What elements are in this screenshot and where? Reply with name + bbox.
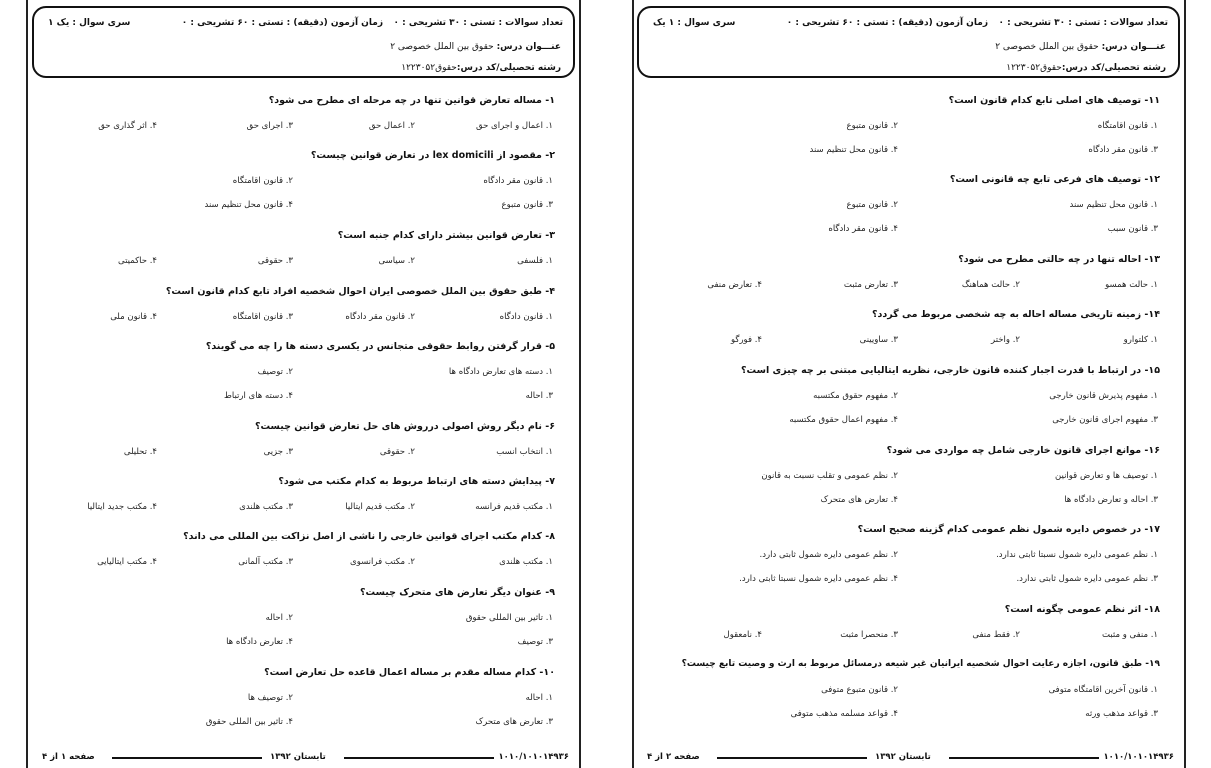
option[interactable]: ۲. نظم عمومی و تقلب نسبت به قانون — [761, 471, 898, 481]
option[interactable]: ۱. تاثیر بین المللی حقوق — [465, 613, 553, 623]
option[interactable]: ۴. نامعقول — [723, 630, 762, 640]
option[interactable]: ۲. اعمال حق — [368, 121, 415, 131]
option[interactable]: ۱. حالت همسو — [1105, 280, 1158, 290]
option[interactable]: ۳. قانون مقر دادگاه — [1088, 145, 1158, 155]
exam-page-1 — [32, 0, 575, 768]
option[interactable]: ۲. قانون متبوع — [846, 200, 898, 210]
option[interactable]: ۱. مکتب قدیم فرانسه — [475, 502, 553, 512]
field-code-value: حقوق۱۲۲۳۰۵۲ — [401, 63, 457, 73]
option[interactable]: ۱. فلسفی — [517, 256, 553, 266]
option[interactable]: ۳. قانون سبب — [1107, 224, 1158, 234]
footer-rule — [112, 757, 262, 759]
exam-term: تابستان ۱۳۹۲ — [875, 752, 931, 762]
question-text: ۷- پیدایش دسته های ارتباط مربوط به کدام مکتب می شود؟ — [278, 476, 555, 487]
option[interactable]: ۱. اعمال و اجرای حق — [476, 121, 553, 131]
exam-code: ۱۰۱۰/۱۰۱۰۱۴۹۳۶ — [498, 752, 569, 762]
option[interactable]: ۳. حقوقی — [257, 256, 293, 266]
option[interactable]: ۴. فورگو — [731, 335, 762, 345]
option[interactable]: ۳. منحصرا مثبت — [840, 630, 898, 640]
course-title-label: عنـــوان درس: — [496, 42, 561, 52]
question-text: ۹- عنوان دیگر تعارض های متحرک چیست؟ — [360, 587, 555, 598]
option[interactable]: ۱. قانون دادگاه — [499, 312, 553, 322]
question-text: ۱۸- اثر نظم عمومی چگونه است؟ — [1004, 604, 1160, 615]
option[interactable]: ۳. جزیی — [263, 447, 293, 457]
option[interactable]: ۲. مکتب فرانسوی — [350, 557, 415, 567]
exam-time: زمان آزمون (دقیقه) : تستی : ۶۰ تشریحی : ۰ — [786, 18, 988, 28]
option[interactable]: ۲. قانون اقامتگاه — [232, 176, 293, 186]
option[interactable]: ۲. احاله — [265, 613, 293, 623]
page-footer — [637, 752, 1180, 764]
question-series: سری سوال : یک ۱ — [48, 18, 131, 28]
option[interactable]: ۱. توصیف ها و تعارض قوانین — [1055, 471, 1158, 481]
option[interactable]: ۲. قانون متبوع متوفی — [821, 685, 898, 695]
option[interactable]: ۴. حاکمیتی — [117, 256, 157, 266]
exam-time: زمان آزمون (دقیقه) : تستی : ۶۰ تشریحی : ۰ — [181, 18, 383, 28]
option[interactable]: ۴. مکتب ایتالیایی — [97, 557, 157, 567]
option[interactable]: ۱. مفهوم پذیرش قانون خارجی — [1049, 391, 1158, 401]
option[interactable]: ۳. توصیف — [517, 637, 553, 647]
option[interactable]: ۴. نظم عمومی دایره شمول نسبتا ثابتی دارد. — [739, 574, 898, 584]
option[interactable]: ۱. نظم عمومی دایره شمول نسبتا ثابتی ندارد. — [996, 550, 1158, 560]
exam-term: تابستان ۱۳۹۲ — [270, 752, 326, 762]
option[interactable]: ۴. قانون مقر دادگاه — [828, 224, 898, 234]
option[interactable]: ۴. تعارض منفی — [707, 280, 762, 290]
option[interactable]: ۲. توصیف ها — [247, 693, 293, 703]
course-title-label: عنـــوان درس: — [1101, 42, 1166, 52]
option[interactable]: ۱. احاله — [525, 693, 553, 703]
question-text: ۱۶- موانع اجرای قانون خارجی شامل چه مواردی می شود؟ — [886, 445, 1160, 456]
option[interactable]: ۲. حالت هماهنگ — [961, 280, 1020, 290]
option[interactable]: ۴. مفهوم اعمال حقوق مکتسبه — [789, 415, 898, 425]
page-border-left — [26, 0, 28, 768]
option[interactable]: ۳. مفهوم اجرای قانون خارجی — [1052, 415, 1158, 425]
option[interactable]: ۱. انتخاب انسب — [496, 447, 553, 457]
option[interactable]: ۳. احاله و تعارض دادگاه ها — [1064, 495, 1158, 505]
option[interactable]: ۴. قانون محل تنظیم سند — [809, 145, 898, 155]
option[interactable]: ۳. ساویینی — [859, 335, 898, 345]
option[interactable]: ۴. مکتب جدید ایتالیا — [87, 502, 157, 512]
footer-rule — [344, 757, 494, 759]
question-text: ۶- نام دیگر روش اصولی درروش های حل تعارض قوانین چیست؟ — [254, 421, 555, 432]
question-text: ۴- طبق حقوق بین الملل خصوصی ایران احوال شخصیه افراد تابع کدام قانون است؟ — [165, 286, 555, 297]
question-text: ۱۴- زمینه تاریخی مساله احاله به چه شخصی مربوط می گردد؟ — [871, 309, 1160, 320]
option[interactable]: ۱. قانون آخرین اقامتگاه متوفی — [1048, 685, 1158, 695]
option[interactable]: ۲. سیاسی — [378, 256, 415, 266]
option[interactable]: ۳. تعارض مثبت — [843, 280, 898, 290]
option[interactable]: ۱. قانون مقر دادگاه — [483, 176, 553, 186]
option[interactable]: ۳. تعارض های متحرک — [475, 717, 553, 727]
question-text: ۱- مساله تعارض قوانین تنها در چه مرحله ای مطرح می شود؟ — [268, 95, 555, 106]
question-text: ۵- قرار گرفتن روابط حقوقی متجانس در یکسری دسته ها را چه می گویند؟ — [205, 341, 555, 352]
option[interactable]: ۳. اجرای حق — [246, 121, 293, 131]
question-text: ۸- کدام مکتب اجرای قوانین خارجی را ناشی از اصل نزاکت بین المللی می داند؟ — [183, 531, 555, 542]
field-code-value: حقوق۱۲۲۳۰۵۲ — [1006, 63, 1062, 73]
page-border-divider — [579, 0, 581, 768]
option[interactable]: ۴. تحلیلی — [123, 447, 157, 457]
exam-code: ۱۰۱۰/۱۰۱۰۱۴۹۳۶ — [1103, 752, 1174, 762]
option[interactable]: ۳. قانون اقامتگاه — [232, 312, 293, 322]
option[interactable]: ۱. مکتب هلندی — [499, 557, 553, 567]
option[interactable]: ۲. قانون مقر دادگاه — [345, 312, 415, 322]
option[interactable]: ۴. دسته های ارتباط — [224, 391, 293, 401]
option[interactable]: ۱. قانون محل تنظیم سند — [1069, 200, 1158, 210]
option[interactable]: ۳. قواعد مذهب ورثه — [1085, 709, 1158, 719]
option[interactable]: ۱. منفی و مثبت — [1101, 630, 1158, 640]
option[interactable]: ۴. قانون محل تنظیم سند — [204, 200, 293, 210]
field-code — [1006, 63, 1166, 73]
question-text: ۱۳- احاله تنها در چه حالتی مطرح می شود؟ — [958, 254, 1160, 265]
question-text: ۱۹- طبق قانون، اجازه رعایت احوال شخصیه ایرانیان غیر شیعه درمسائل مربوط به ارث و وصیت تابع چیست؟ — [681, 659, 1160, 669]
field-code-label: رشته تحصیلی/کد درس: — [1061, 63, 1166, 73]
question-counts: تعداد سوالات : تستی : ۳۰ تشریحی : ۰ — [393, 18, 563, 28]
footer-rule — [949, 757, 1099, 759]
exam-header — [32, 6, 575, 78]
option[interactable]: ۳. مکتب آلمانی — [238, 557, 293, 567]
option[interactable]: ۲. توصیف — [257, 367, 293, 377]
question-text: ۱۱- توصیف های اصلی تابع کدام قانون است؟ — [948, 95, 1160, 106]
course-title — [995, 42, 1166, 52]
question-text: ۳- تعارض قوانین بیشتر دارای کدام جنبه است؟ — [337, 230, 555, 241]
course-title-value: حقوق بین الملل خصوصی ۲ — [390, 42, 494, 52]
field-code-label: رشته تحصیلی/کد درس: — [456, 63, 561, 73]
option[interactable]: ۳. قانون متبوع — [501, 200, 553, 210]
page-number: صفحه ۱ از ۴ — [42, 752, 95, 762]
option[interactable]: ۱. دسته های تعارض دادگاه ها — [448, 367, 553, 377]
option[interactable]: ۲. مفهوم حقوق مکتسبه — [813, 391, 898, 401]
option[interactable]: ۲. حقوقی — [379, 447, 415, 457]
option[interactable]: ۲. واختر — [991, 335, 1020, 345]
question-text: ۱۷- در خصوص دایره شمول نظم عمومی کدام گزینه صحیح است؟ — [857, 524, 1160, 535]
option[interactable]: ۲. فقط منفی — [972, 630, 1020, 640]
option[interactable]: ۱. کلتوارو — [1123, 335, 1158, 345]
option[interactable]: ۴. تاثیر بین المللی حقوق — [205, 717, 293, 727]
option[interactable]: ۳. مکتب هلندی — [239, 502, 293, 512]
question-series: سری سوال : ۱ یک — [653, 18, 736, 28]
option[interactable]: ۴. اثر گذاری حق — [98, 121, 157, 131]
question-text: ۱۰- کدام مساله مقدم بر مساله اعمال قاعده حل تعارض است؟ — [264, 667, 555, 678]
exam-page-2 — [637, 0, 1180, 768]
option[interactable]: ۴. تعارض دادگاه ها — [226, 637, 293, 647]
option[interactable]: ۴. قواعد مسلمه مذهب متوفی — [790, 709, 898, 719]
question-text: ۲- مقصود از lex domicili در تعارض قوانین چیست؟ — [310, 150, 555, 161]
option[interactable]: ۴. تعارض های متحرک — [820, 495, 898, 505]
page-border-right — [1184, 0, 1186, 768]
option[interactable]: ۲. نظم عمومی دایره شمول ثابتی دارد. — [759, 550, 898, 560]
question-counts: تعداد سوالات : تستی : ۳۰ تشریحی : ۰ — [998, 18, 1168, 28]
page-border-divider-2 — [632, 0, 634, 768]
option[interactable]: ۳. احاله — [525, 391, 553, 401]
footer-rule — [717, 757, 867, 759]
page-footer — [32, 752, 575, 764]
question-text: ۱۵- در ارتباط با قدرت اجبار کننده قانون خارجی، نظریه ایتالیایی مبتنی بر چه چیزی است؟ — [741, 365, 1160, 376]
option[interactable]: ۳. نظم عمومی دایره شمول ثابتی ندارد. — [1016, 574, 1158, 584]
course-title-value: حقوق بین الملل خصوصی ۲ — [995, 42, 1099, 52]
field-code — [401, 63, 561, 73]
option[interactable]: ۲. مکتب قدیم ایتالیا — [345, 502, 415, 512]
page-number: صفحه ۲ از ۴ — [647, 752, 700, 762]
option[interactable]: ۴. قانون ملی — [110, 312, 157, 322]
option[interactable]: ۱. قانون اقامتگاه — [1097, 121, 1158, 131]
question-text: ۱۲- توصیف های فرعی تابع چه قانونی است؟ — [949, 174, 1160, 185]
course-title — [390, 42, 561, 52]
exam-header — [637, 6, 1180, 78]
option[interactable]: ۲. قانون متبوع — [846, 121, 898, 131]
